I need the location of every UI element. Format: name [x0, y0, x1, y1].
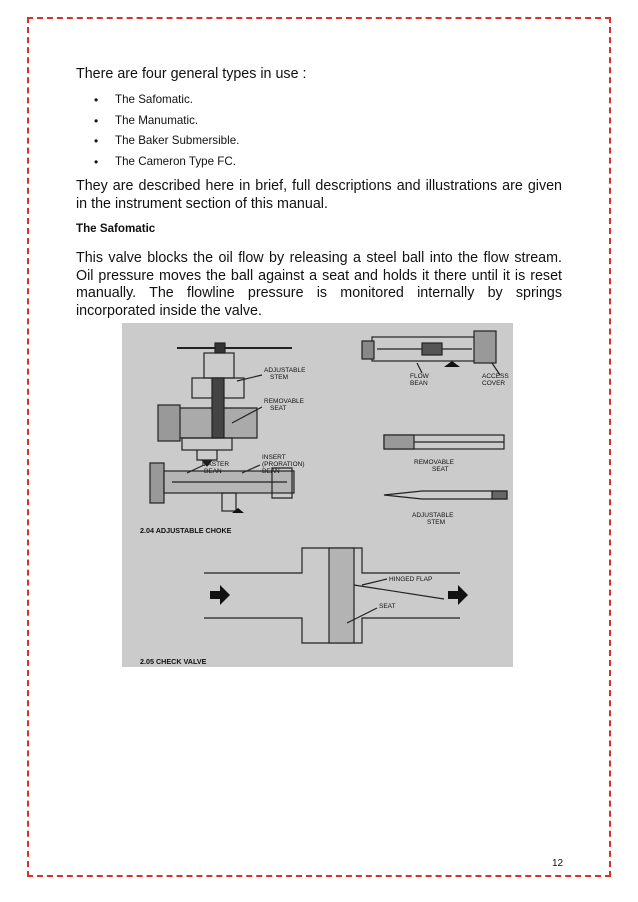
fig-label: STEM [270, 374, 289, 381]
fig-label: STEM [427, 519, 446, 526]
list-item: • The Manumatic. [76, 111, 562, 132]
fig-label: ACCESS [482, 373, 509, 380]
fig-label: ADJUSTABLE [412, 512, 454, 519]
fig-label: (PRORATION) [262, 461, 305, 468]
fig-label: BEAN [204, 468, 222, 475]
fig-label: REMOVABLE [414, 459, 454, 466]
document-body [76, 66, 562, 320]
valve-illustration [122, 323, 513, 667]
fig-label: SEAT [379, 603, 396, 610]
description-paragraph: They are described here in brief, full descriptions and illustrations are given in the instrument section of this manual. [76, 178, 562, 212]
intro-text: There are four general types in use : [76, 66, 307, 82]
list-item: • The Cameron Type FC. [76, 152, 562, 173]
fig-label: SEAT [270, 405, 287, 412]
fig-label: INSERT [262, 454, 286, 461]
list-item: • The Baker Submersible. [76, 131, 562, 152]
fig-label: REMOVABLE [264, 398, 304, 405]
fig-label: BEAN [262, 468, 280, 475]
list-item: • The Safomatic. [76, 90, 562, 111]
types-list [76, 90, 562, 172]
fig-label: ADJUSTABLE [264, 367, 306, 374]
fig-label: COVER [482, 380, 506, 387]
page-number: 12 [552, 858, 564, 869]
flow-bean-drawing [362, 331, 500, 375]
safomatic-paragraph: This valve blocks the oil flow by releasing a steel ball into the flow stream. Oil pressure moves the ball against a seat and holds it there until it is reset manually. The flowline pressure is monitored internally by springs incorporated inside the valve. [76, 250, 562, 319]
fig-label: SEAT [432, 466, 449, 473]
fig-label: HINGED FLAP [389, 576, 433, 583]
fig-label: BEAN [410, 380, 428, 387]
check-valve-drawing [204, 548, 460, 643]
removable-seat-drawing [384, 435, 504, 449]
adjustable-stem-drawing [384, 491, 507, 499]
fig-label: FLOW [410, 373, 429, 380]
fig-label: MASTER [202, 461, 230, 468]
figure-caption: 2.04 ADJUSTABLE CHOKE [140, 526, 232, 535]
figure-caption: 2.05 CHECK VALVE [140, 657, 207, 666]
section-heading: The Safomatic [76, 222, 156, 235]
